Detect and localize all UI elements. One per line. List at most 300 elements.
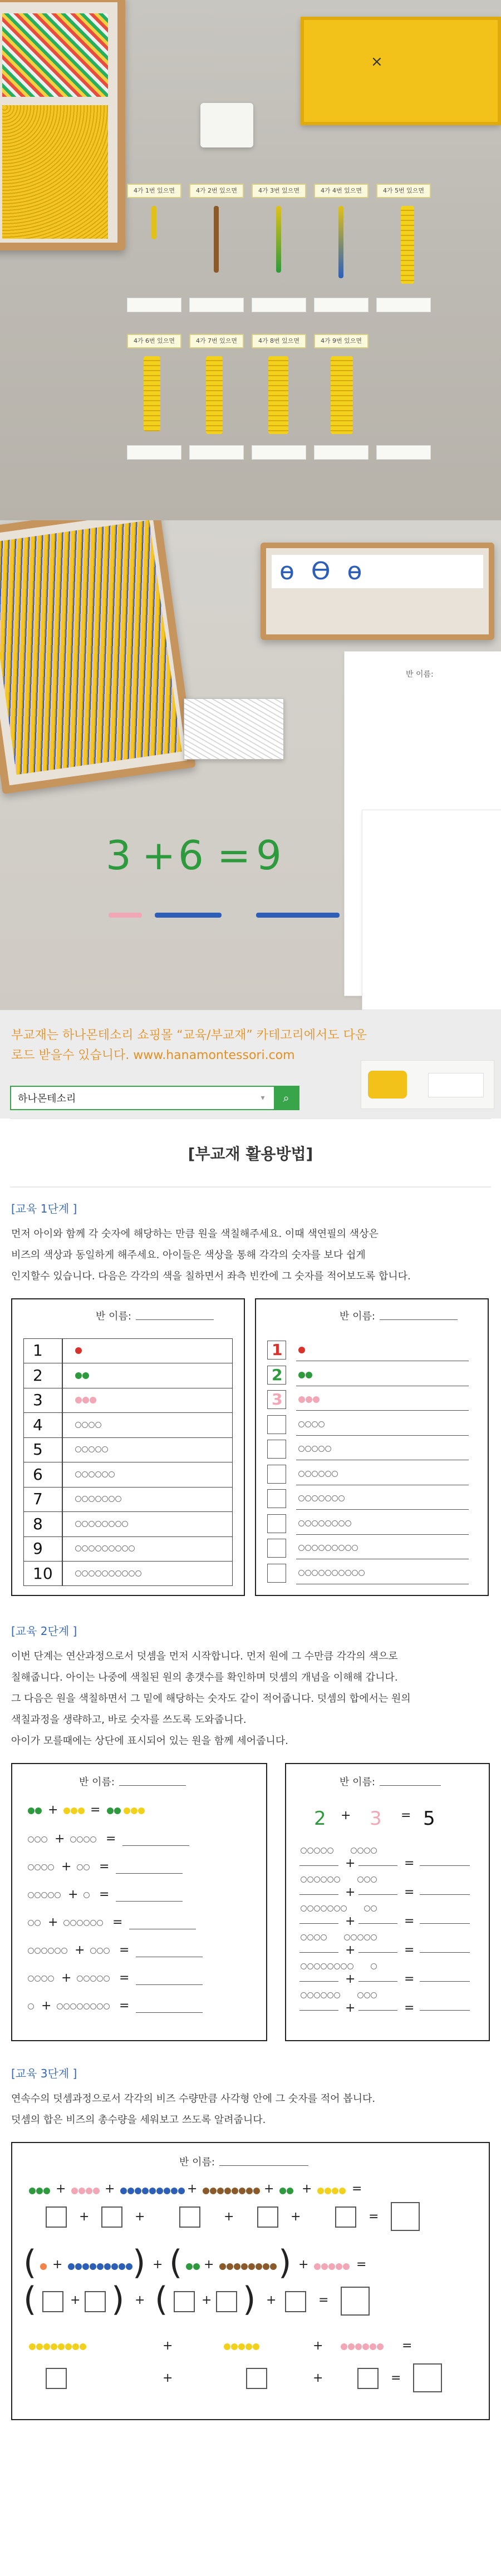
close-paren: ): [243, 2280, 256, 2319]
empty-circle: [97, 1948, 103, 1954]
empty-circle: [90, 1920, 96, 1926]
empty-circle: [84, 2003, 90, 2009]
card-4x8: 4가 8번 있으면: [252, 334, 306, 348]
card-4x2: 4가 2번 있으면: [189, 184, 244, 198]
empty-circle: [95, 1422, 101, 1428]
bead-bar-9: [256, 913, 340, 918]
empty-circle: [307, 1876, 313, 1883]
empty-circle: [314, 1992, 320, 1998]
blank-card: [252, 298, 306, 312]
box-rows: [23, 2182, 480, 2416]
bead-dot: [279, 2188, 286, 2194]
empty-circle: [122, 1570, 128, 1577]
bead-dot: [97, 2263, 104, 2270]
download-banner: [0, 1010, 501, 1119]
empty-circle: [321, 1934, 327, 1940]
answer-line: [299, 1952, 338, 1953]
bead-dot: [306, 1372, 312, 1378]
plus-sign: +: [266, 2293, 277, 2307]
card-4x4: 4가 4번 있으면: [314, 184, 369, 198]
number-box[interactable]: [267, 1465, 286, 1484]
empty-circle: [352, 1570, 358, 1576]
empty-circle: [48, 1864, 54, 1870]
step-line: 먼저 아이와 함께 각 숫자에 해당하는 만큼 원을 색칠해주세요. 이때 색연필의 색상은: [11, 1228, 379, 1240]
bead-dot: [75, 2263, 82, 2270]
empty-circle: [307, 1848, 313, 1854]
empty-circle: [345, 1570, 351, 1576]
plus-sign: +: [345, 1972, 356, 1986]
answer-box[interactable]: [46, 2206, 67, 2228]
bead-dot: [245, 2343, 252, 2350]
number-box[interactable]: [267, 1539, 286, 1558]
answer-box[interactable]: [413, 2363, 442, 2392]
row-number: 9: [33, 1539, 43, 1558]
bead-dot: [287, 2188, 293, 2194]
sample-addend-1: 2: [314, 1807, 326, 1830]
answer-line: [420, 1923, 470, 1924]
bead-dot: [43, 2343, 50, 2350]
sample-addend-2: 3: [370, 1807, 382, 1830]
empty-circle: [70, 2003, 76, 2009]
circle-row: [28, 1976, 54, 1983]
row-number: 8: [33, 1514, 43, 1533]
empty-circle: [325, 1446, 331, 1452]
number-table: [23, 1338, 233, 1586]
green-beads: [28, 1807, 42, 1815]
empty-circle: [338, 1520, 345, 1526]
table-row: [24, 1388, 232, 1413]
empty-circle: [345, 1545, 351, 1551]
answer-box[interactable]: [285, 2291, 306, 2312]
addition-worksheet-b: [285, 1763, 490, 2041]
empty-circle: [338, 1570, 345, 1576]
empty-circle: [364, 1992, 370, 1998]
plus-sign: +: [41, 1999, 52, 2013]
worksheet-filled: [255, 1298, 489, 1596]
answer-line: [358, 1981, 397, 1982]
open-paren: (: [169, 2243, 183, 2282]
bead-bundle-32: [268, 356, 288, 434]
answer-box[interactable]: [174, 2291, 195, 2312]
empty-circle: [77, 1920, 83, 1926]
blue-beads: [68, 2263, 132, 2271]
plus-sign: +: [163, 2339, 173, 2353]
empty-circle: [77, 1864, 83, 1870]
answer-box[interactable]: [335, 2206, 356, 2228]
empty-circle: [325, 1495, 331, 1501]
equals-sign: =: [369, 2210, 379, 2224]
circle-row: [75, 1471, 115, 1479]
bead-dot: [253, 2188, 260, 2194]
empty-circle: [318, 1545, 325, 1551]
answer-box[interactable]: [216, 2291, 237, 2312]
empty-circle: [364, 1876, 370, 1883]
green-beads: [107, 1807, 121, 1815]
bead-dot: [164, 2188, 170, 2194]
bead-dot: [28, 1807, 35, 1814]
empty-circle: [312, 1520, 318, 1526]
empty-circle: [102, 1521, 108, 1527]
circle-row: [301, 1905, 347, 1913]
empty-circle: [371, 1848, 377, 1854]
empty-circle: [95, 1570, 101, 1577]
step-3: [0, 2052, 501, 2131]
empty-circle: [89, 1496, 95, 1502]
name-line: [380, 1319, 458, 1320]
empty-circle: [312, 1446, 318, 1452]
bead-dot: [86, 2188, 92, 2194]
circle-row: [75, 1446, 108, 1454]
card-4x5: 4가 5번 있으면: [376, 184, 431, 198]
plus-sign: +: [153, 2258, 163, 2272]
step-label: [교육 1단계 ]: [11, 1202, 77, 1215]
empty-circle: [344, 1934, 350, 1940]
answer-line: [420, 1865, 470, 1866]
addition-rows: [297, 1848, 481, 2031]
sample-sum: 5: [423, 1807, 435, 1830]
plus-sign: +: [345, 1943, 356, 1957]
empty-circle: [345, 1520, 351, 1526]
bead-dot: [336, 2263, 342, 2270]
empty-circle: [298, 1471, 304, 1477]
bead-dot: [227, 2263, 233, 2270]
empty-circle: [357, 1934, 364, 1940]
empty-circle: [35, 1976, 41, 1982]
empty-circle: [90, 2003, 96, 2009]
worksheet-page: [362, 810, 501, 1010]
empty-circle: [305, 1545, 311, 1551]
colored-beads: [75, 1347, 82, 1355]
empty-circle: [307, 1992, 313, 1998]
step-line: 칠해줍니다. 아이는 나중에 색칠된 원의 총갯수를 확인하며 덧셈의 개념을 이해해 갑니다.: [11, 1672, 398, 1683]
empty-circle: [364, 1905, 370, 1912]
empty-circle: [318, 1520, 325, 1526]
colored-beads: [298, 1372, 312, 1380]
circle-row: [84, 1892, 90, 1900]
answer-box[interactable]: [42, 2291, 63, 2312]
circle-row: [77, 1864, 90, 1872]
step-body: [0, 1224, 501, 1287]
box-addition-worksheet: [11, 2142, 490, 2420]
empty-circle: [321, 1905, 327, 1912]
bead-dot: [142, 2188, 149, 2194]
plus-sign: +: [79, 2210, 90, 2224]
empty-circle: [35, 1948, 41, 1954]
worksheet-heading: 반 이름:: [179, 2156, 215, 2168]
green-beads: [29, 2188, 50, 2195]
table-row: [24, 1413, 232, 1438]
empty-circle: [89, 1521, 95, 1527]
empty-circle: [314, 1848, 320, 1854]
bead-dot: [210, 2188, 217, 2194]
empty-circle: [305, 1446, 311, 1452]
empty-circle: [312, 1421, 318, 1427]
empty-circle: [57, 2003, 63, 2009]
addition-photo: [0, 520, 501, 1010]
bead-dot: [193, 2263, 200, 2270]
box-mark: ×: [371, 53, 383, 70]
empty-circle: [82, 1545, 88, 1551]
table-row: [24, 1513, 232, 1537]
plus-sign: +: [345, 1885, 356, 1899]
plus-sign: +: [345, 1856, 356, 1870]
circle-row: [75, 1496, 121, 1504]
empty-circle: [305, 1570, 311, 1576]
step-1-worksheets: [0, 1298, 501, 1610]
card-4x9: 4가 9번 있으면: [314, 334, 369, 348]
bead-dot: [362, 2343, 369, 2350]
empty-circle: [84, 1864, 90, 1870]
number-card-plus: +: [142, 832, 176, 879]
blank-card: [314, 298, 369, 312]
bead-stick-8: [214, 206, 219, 273]
empty-circle: [135, 1570, 141, 1577]
step-line: 덧셈의 합은 비즈의 총수량을 세워보고 쓰도록 알려줍니다.: [11, 2114, 266, 2126]
empty-circle: [115, 1521, 121, 1527]
bead-dot: [298, 1396, 305, 1403]
filled-number: 3: [272, 1390, 283, 1408]
name-line: [136, 1319, 214, 1320]
answer-line: [122, 1845, 189, 1846]
empty-circle: [77, 1976, 83, 1982]
number-box[interactable]: [267, 1415, 286, 1434]
empty-circle: [314, 1934, 320, 1940]
pink-beads: [314, 2263, 350, 2271]
empty-circle: [318, 1421, 325, 1427]
plus-sign: +: [163, 2371, 173, 2385]
answer-box[interactable]: [357, 2368, 379, 2389]
bead-dot: [111, 2263, 118, 2270]
empty-circle: [332, 1520, 338, 1526]
yellow-beads: [124, 1807, 145, 1815]
answer-box[interactable]: [246, 2368, 267, 2389]
equals-sign: =: [90, 1803, 101, 1817]
answer-line: [299, 1865, 338, 1866]
empty-circle: [122, 1545, 128, 1551]
circle-row: [364, 1905, 377, 1913]
bead-dot: [114, 1807, 121, 1814]
bead-bar-3: [109, 913, 142, 918]
empty-circle: [371, 1905, 377, 1912]
number-box[interactable]: [267, 1341, 286, 1360]
empty-circle: [109, 1521, 115, 1527]
empty-circle: [115, 1545, 121, 1551]
plus-sign: +: [61, 1860, 72, 1874]
step-body: [0, 2089, 501, 2131]
empty-circle: [325, 1520, 331, 1526]
blank-card: [127, 298, 181, 312]
bead-dot: [71, 2188, 78, 2194]
step-body: [0, 1646, 501, 1752]
empty-circle: [307, 1963, 313, 1969]
empty-circle: [298, 1545, 304, 1551]
empty-circle: [41, 1864, 47, 1870]
empty-circle: [334, 1963, 340, 1969]
number-box[interactable]: [267, 1564, 286, 1583]
circle-row: [357, 1992, 377, 2000]
bead-dot: [82, 1372, 89, 1379]
bead-dot: [178, 2188, 185, 2194]
step-2: [0, 1610, 501, 1752]
empty-circle: [115, 1570, 121, 1577]
empty-circle: [332, 1570, 338, 1576]
bead-dot: [119, 2263, 125, 2270]
answer-line: [296, 1410, 469, 1411]
empty-circle: [28, 1976, 34, 1982]
empty-circle: [90, 1948, 96, 1954]
equals-sign: =: [99, 1860, 110, 1874]
circle-row: [70, 1836, 96, 1844]
empty-circle: [371, 1934, 377, 1940]
plus-sign: +: [61, 1971, 72, 1985]
circle-row: [301, 1934, 327, 1942]
empty-circle: [305, 1495, 311, 1501]
bead-dot: [238, 2343, 245, 2350]
step-label: [교육 2단계 ]: [11, 1624, 77, 1638]
empty-circle: [75, 1545, 81, 1551]
plus-sign: +: [313, 2339, 323, 2353]
plus-sign: +: [291, 2210, 301, 2224]
answer-line: [116, 1873, 183, 1874]
bead-dot: [120, 2188, 127, 2194]
answer-box[interactable]: [85, 2291, 106, 2312]
empty-circle: [104, 2003, 110, 2009]
step-1: [0, 1188, 501, 1287]
answer-box[interactable]: [391, 2202, 420, 2231]
empty-circle: [28, 1920, 34, 1926]
circle-row: [28, 1920, 41, 1928]
bead-dot: [219, 2263, 226, 2270]
circle-row: [298, 1471, 338, 1479]
circle-row: [63, 1920, 103, 1928]
empty-circle: [95, 1545, 101, 1551]
bead-dot: [217, 2188, 224, 2194]
plus-sign: +: [202, 2293, 212, 2307]
empty-circle: [321, 1963, 327, 1969]
row-number: 10: [33, 1564, 53, 1583]
open-paren: (: [155, 2280, 168, 2319]
empty-circle: [75, 1422, 81, 1428]
empty-circle: [357, 1848, 364, 1854]
bead-dot: [325, 2188, 331, 2194]
answer-box[interactable]: [179, 2206, 200, 2228]
mixed-beads: [2, 13, 108, 97]
plus-sign: +: [224, 2210, 234, 2224]
blank-card: [252, 445, 306, 460]
answer-box[interactable]: [46, 2368, 67, 2389]
worksheet-heading: 반 이름:: [79, 1776, 115, 1788]
equals-sign: =: [99, 1888, 110, 1902]
bead-dot: [127, 2188, 134, 2194]
answer-line: [296, 1534, 469, 1535]
plus-sign: +: [187, 2182, 198, 2196]
colored-beads: [298, 1347, 305, 1355]
empty-circle: [89, 1471, 95, 1477]
bead-dot: [135, 2188, 141, 2194]
colored-beads: [75, 1372, 89, 1380]
bead-dot: [321, 2263, 328, 2270]
green-beads: [279, 2188, 293, 2195]
search-button[interactable]: ⌕: [274, 1087, 298, 1109]
search-input[interactable]: [11, 1087, 252, 1109]
bead-dot: [341, 2343, 347, 2350]
circle-row: [28, 1864, 54, 1872]
table-row: [24, 1488, 232, 1512]
empty-circle: [89, 1545, 95, 1551]
bead-cards-photo: [0, 0, 501, 520]
brown-beads: [203, 2188, 260, 2195]
answer-line: [299, 1894, 338, 1895]
step-2-worksheets: [0, 1763, 501, 2052]
bead-dot: [82, 1397, 89, 1403]
bead-dot: [71, 1807, 77, 1814]
circle-row: [298, 1545, 358, 1553]
answer-box[interactable]: [341, 2287, 370, 2316]
bead-stick-16: [338, 206, 343, 278]
empty-circle: [301, 1848, 307, 1854]
number-box[interactable]: [267, 1440, 286, 1459]
empty-circle: [327, 1963, 333, 1969]
answer-line: [136, 1984, 203, 1985]
circle-row: [75, 1422, 101, 1430]
blank-card: [127, 445, 181, 460]
number-box[interactable]: [267, 1366, 286, 1385]
empty-circle: [129, 1570, 135, 1577]
bead-bars: [0, 520, 182, 775]
number-box[interactable]: [267, 1489, 286, 1508]
empty-circle: [327, 1848, 333, 1854]
empty-circle: [82, 1570, 88, 1577]
empty-circle: [371, 1876, 377, 1883]
bead-dot: [317, 2188, 324, 2194]
bead-dot: [104, 2263, 111, 2270]
empty-circle: [41, 1892, 47, 1898]
circle-row: [28, 1948, 67, 1956]
worksheet-blank: [11, 1298, 245, 1596]
empty-circle: [89, 1570, 95, 1577]
bead-dot: [29, 2343, 36, 2350]
empty-circle: [82, 1446, 88, 1452]
bead-dot: [231, 2343, 238, 2350]
answer-line: [116, 1901, 183, 1902]
circle-row: [301, 1963, 353, 1971]
answer-line: [420, 1894, 470, 1895]
number-box[interactable]: [267, 1514, 286, 1533]
bead-dot: [343, 2263, 350, 2270]
row-number: 5: [33, 1440, 43, 1459]
filled-number: 2: [272, 1365, 283, 1384]
number-box[interactable]: [267, 1390, 286, 1409]
equals-sign: =: [352, 2182, 362, 2196]
search-dropdown-icon[interactable]: ▾: [261, 1094, 265, 1102]
section-title: [부교재 활용방법]: [10, 1119, 491, 1188]
shop-thumbnail[interactable]: [361, 1060, 494, 1109]
empty-circle: [314, 1905, 320, 1912]
bead-dot: [29, 2188, 36, 2194]
empty-circle: [48, 1892, 54, 1898]
answer-line: [358, 1865, 397, 1866]
answer-box[interactable]: [101, 2206, 122, 2228]
empty-circle: [35, 1892, 41, 1898]
circle-row: [90, 1948, 110, 1956]
answer-box[interactable]: [257, 2206, 278, 2228]
empty-circle: [301, 1876, 307, 1883]
bead-bundle-24: [144, 356, 160, 431]
empty-circle: [61, 1948, 67, 1954]
equals-sign: =: [119, 1971, 130, 1985]
step-line: 이번 단계는 연산과정으로서 덧셈을 먼저 시작합니다. 먼저 원에 그 수만큼 각각의 색으로: [11, 1651, 398, 1662]
bead-dot: [78, 1807, 85, 1814]
